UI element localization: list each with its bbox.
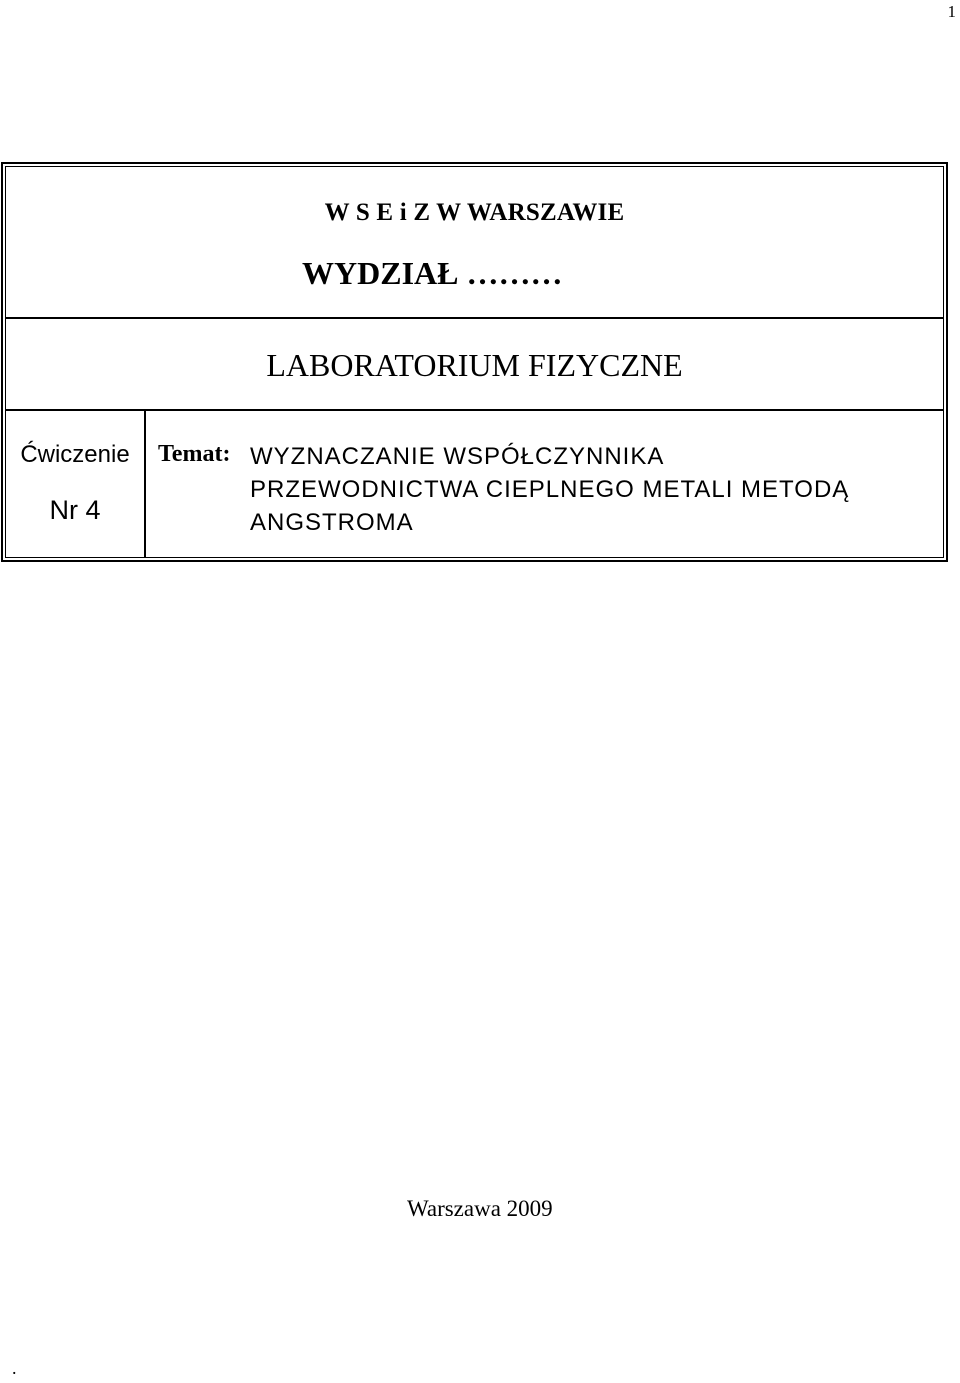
lab-name: LABORATORIUM FIZYCZNE [266,347,683,383]
topic-line: PRZEWODNICTWA CIEPLNEGO METALI METODĄ [250,476,850,503]
faculty-name: WYDZIAŁ ……… [302,255,563,291]
place-and-year: Warszawa 2009 [407,1196,553,1221]
exercise-cell [5,410,145,558]
page-number: 1 [947,2,956,21]
topic-text [250,440,940,539]
exercise-label: Ćwiczenie [20,441,130,468]
topic-line: WYZNACZANIE WSPÓŁCZYNNIKA [250,443,665,470]
school-name: W S E i Z W WARSZAWIE [324,199,625,226]
topic-cell [145,410,944,558]
title-block [1,162,948,562]
exercise-number: Nr 4 [49,495,101,525]
topic-line: ANGSTROMA [250,509,414,536]
header-cell [5,166,944,318]
footer-mark: . [12,1358,17,1378]
topic-label: Temat: [158,441,231,467]
lab-cell [5,318,944,410]
